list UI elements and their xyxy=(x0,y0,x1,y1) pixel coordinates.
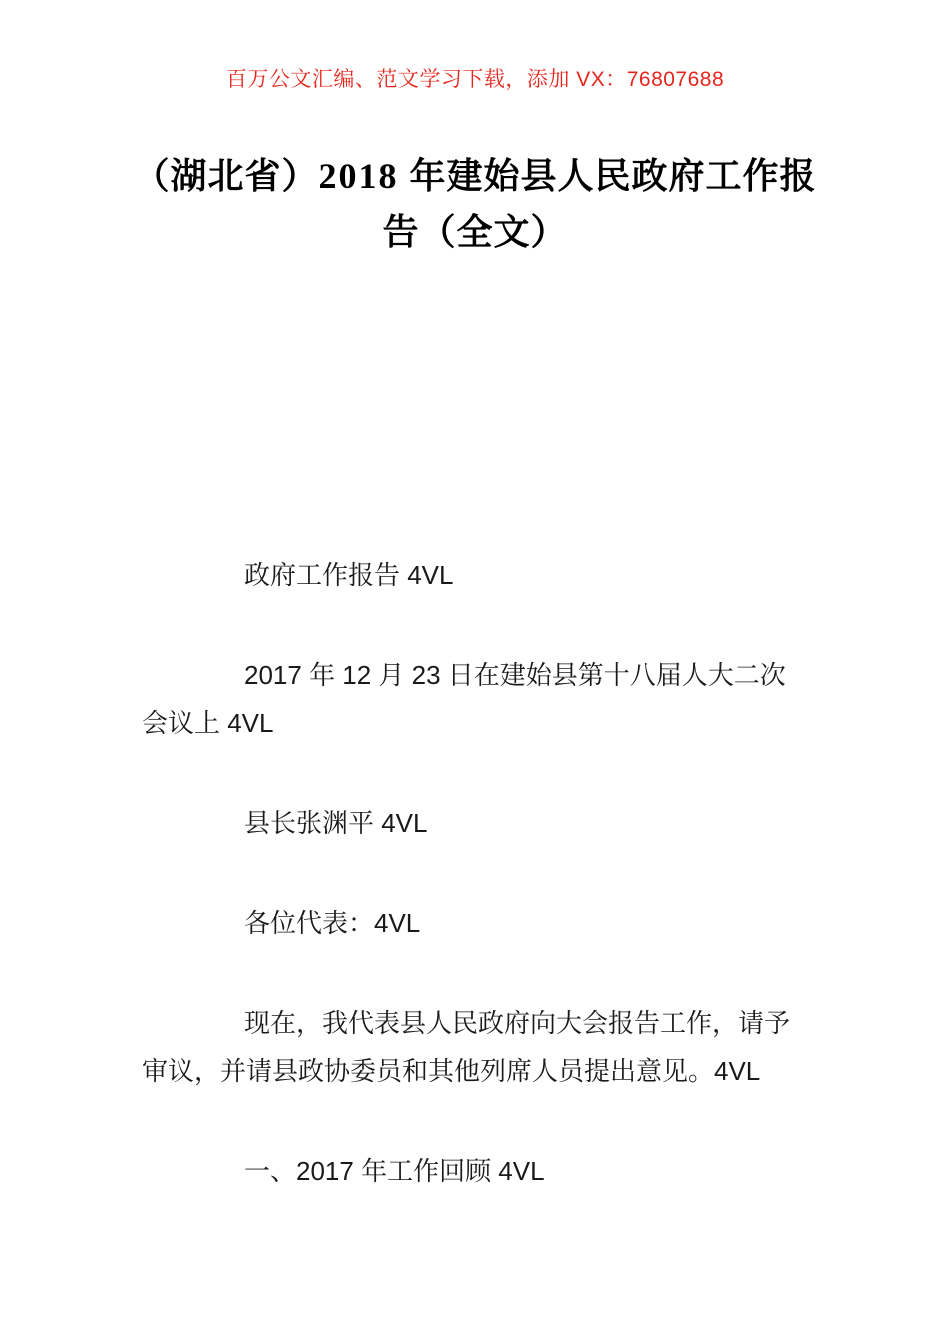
paragraph xyxy=(142,999,832,1095)
paragraph-line: 政府工作报告 4VL xyxy=(244,560,454,590)
paragraph-line: 审议，并请县政协委员和其他列席人员提出意见。4VL xyxy=(142,1056,761,1086)
paragraph-line: 一、2017 年工作回顾 4VL xyxy=(244,1156,545,1186)
promo-banner-text: 百万公文汇编、范文学习下载，添加 VX：76807688 xyxy=(225,68,725,91)
document-title xyxy=(0,148,950,259)
paragraph xyxy=(142,899,832,947)
paragraph-line: 县长张渊平 4VL xyxy=(244,808,428,838)
title-line1-suffix: 年建始县人民政府工作报 xyxy=(398,155,817,196)
paragraph-line: 会议上 4VL xyxy=(142,708,274,738)
paragraph-line: 2017 年 12 月 23 日在建始县第十八届人大二次 xyxy=(244,660,786,690)
document-title-line2: 告（全文） xyxy=(382,211,568,252)
document-body xyxy=(142,551,832,1195)
title-line1-prefix: （湖北省） xyxy=(133,155,319,196)
title-body-gap xyxy=(0,259,950,551)
paragraph-line: 各位代表：4VL xyxy=(244,908,421,938)
title-year-number: 2018 xyxy=(318,156,399,196)
paragraph xyxy=(142,799,832,847)
paragraph xyxy=(142,1147,832,1195)
paragraph xyxy=(142,551,832,599)
document-title-line1 xyxy=(0,148,950,204)
paragraph-line: 现在，我代表县人民政府向大会报告工作，请予 xyxy=(244,1008,791,1038)
paragraph xyxy=(142,651,832,747)
